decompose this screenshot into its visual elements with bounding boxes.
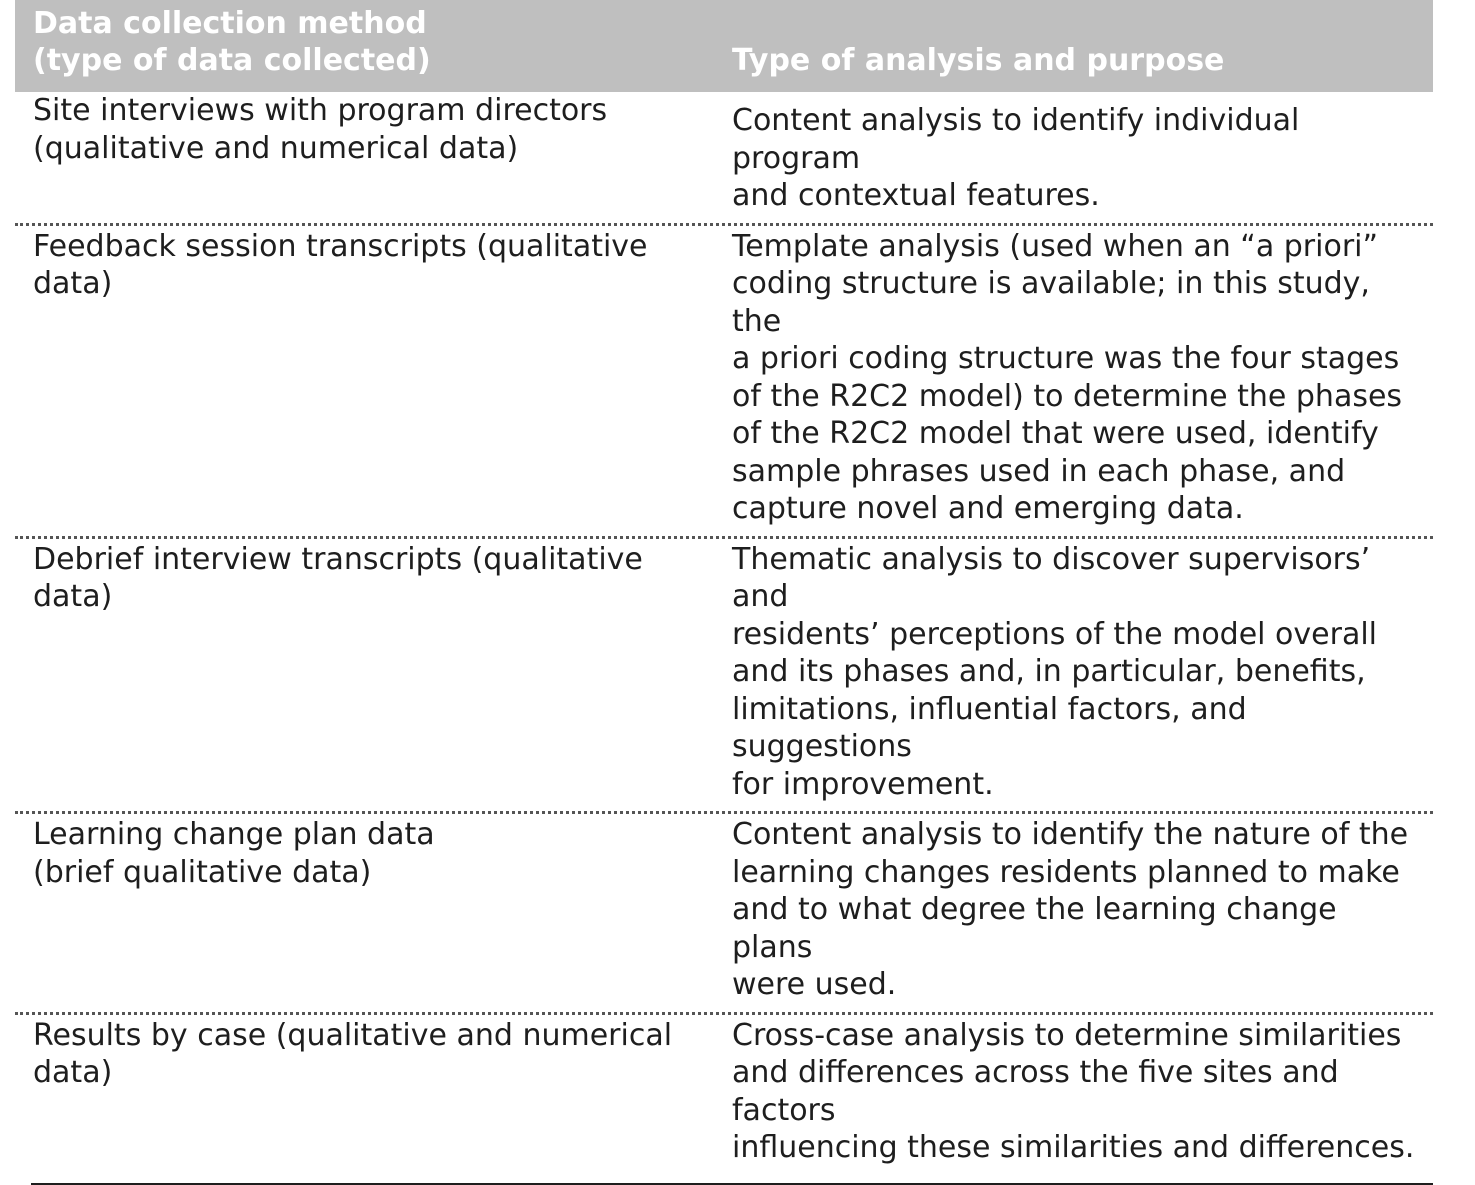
method-cell: Site interviews with program directors (qualitative and numerical data) xyxy=(33,93,608,166)
method-cell: Feedback session transcripts (qualitative data) xyxy=(33,228,648,301)
table-row xyxy=(15,811,1433,1012)
analysis-cell: Thematic analysis to discover supervisors’ and residents’ perceptions of the model overall and its phases and, in particular, benefits, limitations, influential factors, and suggestions for improvement. xyxy=(732,541,1377,802)
data-analysis-table xyxy=(15,0,1433,1185)
table-header xyxy=(15,0,1433,92)
analysis-cell: Template analysis (used when an “a priori” coding structure is available; in this study, the a priori coding structure was the four stages of the R2C2 model) to determine the phases of the R2C2 model that were used, identify sample phrases used in each phase, and capture novel and emerging data. xyxy=(732,228,1403,526)
table-row xyxy=(15,1012,1433,1175)
method-cell: Results by case (qualitative and numerical data) xyxy=(33,1017,673,1090)
table-row xyxy=(15,223,1433,536)
analysis-cell: Content analysis to identify the nature of the learning changes residents planned to make and to what degree the learning change plans were used. xyxy=(732,817,1409,1002)
header-method: Data collection method (type of data collected) xyxy=(33,6,431,78)
method-cell: Learning change plan data (brief qualitative data) xyxy=(33,817,435,890)
table-row xyxy=(15,536,1433,812)
table-bottom-rule xyxy=(31,1183,1433,1185)
analysis-cell: Cross-case analysis to determine similarities and differences across the five sites and factors influencing these similarities and differences. xyxy=(732,1017,1415,1165)
analysis-cell: Content analysis to identify individual program and contextual features. xyxy=(732,103,1300,213)
method-cell: Debrief interview transcripts (qualitative data) xyxy=(33,541,643,614)
header-analysis: Type of analysis and purpose xyxy=(732,43,1225,78)
table-row xyxy=(15,92,1433,223)
